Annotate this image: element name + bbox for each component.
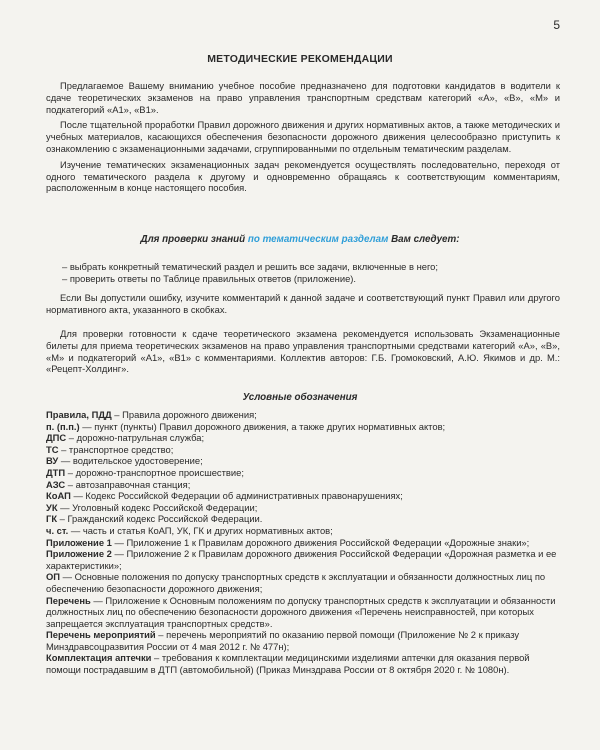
list-item	[46, 571, 560, 594]
check-heading	[0, 234, 600, 245]
list-item	[46, 444, 560, 456]
check-heading-pre: Для проверки знаний	[140, 234, 248, 245]
abbr-term: ДТП	[46, 466, 66, 478]
intro-text	[46, 80, 560, 194]
abbr-def: – дорожно-патрульная служба;	[66, 432, 205, 444]
page-number: 5	[553, 18, 560, 32]
abbr-term: АЗС	[46, 478, 66, 490]
paragraph: Изучение тематических экзаменационных задач рекомендуется осуществлять последовательно, переходя от одного тематического раздела к другому и одновременно обращаясь к соответствующим комментариям, расположенным в конце настоящего пособия.	[46, 158, 560, 194]
abbr-term: ТС	[46, 443, 59, 455]
abbr-term: ДПС	[46, 432, 67, 444]
abbr-term: КоАП	[46, 490, 71, 502]
check-list	[62, 261, 438, 285]
abbr-def: – Правила дорожного движения;	[111, 409, 257, 420]
abbr-def: – транспортное средство;	[58, 443, 174, 455]
list-item	[46, 421, 560, 433]
list-item	[46, 490, 560, 502]
abbr-term: Комплектация аптечки	[46, 652, 152, 664]
abbr-term: ОП	[46, 571, 61, 583]
abbr-term: ГК	[46, 513, 58, 525]
list-item	[46, 629, 560, 652]
list-item	[46, 595, 560, 630]
abbr-term: Перечень	[46, 594, 91, 606]
abbr-def: — Кодекс Российской Федерации об административных правонарушениях;	[70, 490, 403, 502]
abbr-def: — Приложение 2 к Правилам дорожного движения Российской Федерации «Дорожная разметка и ее характеристики»;	[46, 548, 557, 571]
list-item	[46, 455, 560, 467]
abbr-def: – автозаправочная станция;	[65, 478, 191, 490]
abbr-def: – Гражданский кодекс Российской Федерации.	[57, 513, 263, 525]
abbr-term: Правила, ПДД	[46, 409, 112, 420]
error-text	[46, 292, 560, 316]
abbr-def: — водительское удостоверение;	[58, 455, 203, 467]
list-item	[46, 479, 560, 491]
list-item	[46, 513, 560, 525]
abbr-def: – перечень мероприятий по оказанию первой помощи (Приложение № 2 к приказу Минздравсоцразвития России от 4 мая 2012 г. № 477н);	[46, 629, 520, 652]
abbr-def: – требования к комплектации медицинскими изделиями аптечки для оказания первой помощи пострадавшим в ДТП (автомобильной) (Приказ Минздрава России от 8 октября 2020 г. № 1080н).	[46, 652, 530, 676]
abbr-term: Приложение 2	[46, 548, 112, 560]
list-item	[46, 525, 560, 537]
abbr-term: Перечень мероприятий	[46, 629, 156, 641]
abbr-def: — часть и статья КоАП, УК, ГК и других нормативных актов;	[68, 524, 333, 536]
paragraph: После тщательной проработки Правил дорожного движения и других нормативных актов, а также методических и учебных материалов, касающихся обеспечения безопасности дорожного движения целесообразно приступить к ознакомлению с экзаменационными задачами, сгруппированными по отдельным тематическим разделам.	[46, 119, 560, 154]
list-item: – выбрать конкретный тематический раздел и решить все задачи, включенные в него;	[62, 261, 439, 272]
abbr-def: – дорожно-транспортное происшествие;	[65, 466, 244, 478]
list-item: – проверить ответы по Таблице правильных ответов (приложение).	[62, 272, 357, 284]
abbr-def: — Основные положения по допуску транспортных средств к эксплуатации и обязанности должностных лиц по обеспечению безопасности дорожного движения;	[46, 571, 546, 594]
abbr-def: — Приложение 1 к Правилам дорожного движения Российской Федерации «Дорожные знаки»;	[111, 536, 530, 548]
paragraph: Если Вы допустили ошибку, изучите комментарий к данной задаче и соответствующий пункт Правил или другого нормативного акта, указанного в скобках.	[46, 292, 560, 315]
list-item	[46, 502, 560, 514]
list-item	[46, 652, 560, 675]
list-item	[46, 548, 560, 571]
check-heading-post: Вам следует:	[388, 234, 460, 245]
abbr-term: УК	[46, 501, 58, 513]
abbr-term: п. (п.п.)	[46, 420, 80, 432]
list-item	[46, 409, 560, 421]
paragraph: Предлагаемое Вашему вниманию учебное пособие предназначено для подготовки кандидатов в водители к сдаче теоретических экзаменов на право управления транспортным средствам категорий «А», «В», «М» и подкатегорий «А1», «В1».	[46, 80, 560, 115]
abbr-def: — пункт (пункты) Правил дорожного движения, а также других нормативных актов;	[79, 420, 446, 432]
list-item	[46, 467, 560, 479]
check-heading-highlight: по тематическим разделам	[247, 234, 389, 245]
abbr-def: — Уголовный кодекс Российской Федерации;	[57, 501, 258, 513]
readiness-text	[46, 328, 560, 375]
abbreviation-list	[46, 409, 560, 676]
abbr-term: ч. ст.	[46, 524, 69, 536]
list-item	[46, 432, 560, 444]
abbr-def: — Приложение к Основным положениям по допуску транспортных средств к эксплуатации и обязанности должностных лиц по обеспечению безопасности дорожного движения «Перечень неисправностей, при которых запрещается эксплуатация транспортных средств».	[46, 594, 556, 629]
abbr-term: Приложение 1	[46, 536, 112, 548]
abbr-term: ВУ	[46, 455, 59, 467]
list-item	[46, 537, 560, 549]
paragraph: Для проверки готовности к сдаче теоретического экзамена рекомендуется использовать Экзаменационные билеты для приема теоретических экзаменов на право управления транспортными средствами категорий «А», «В», «М» и подкатегорий «А1», «В1» с комментариями. Коллектив авторов: Г.Б. Громоковский, А.Ю. Якимов и др. М.: «Рецепт-Холдинг».	[46, 328, 560, 375]
legend-title: Условные обозначения	[242, 392, 358, 403]
page-title: МЕТОДИЧЕСКИЕ РЕКОМЕНДАЦИИ	[207, 53, 393, 65]
